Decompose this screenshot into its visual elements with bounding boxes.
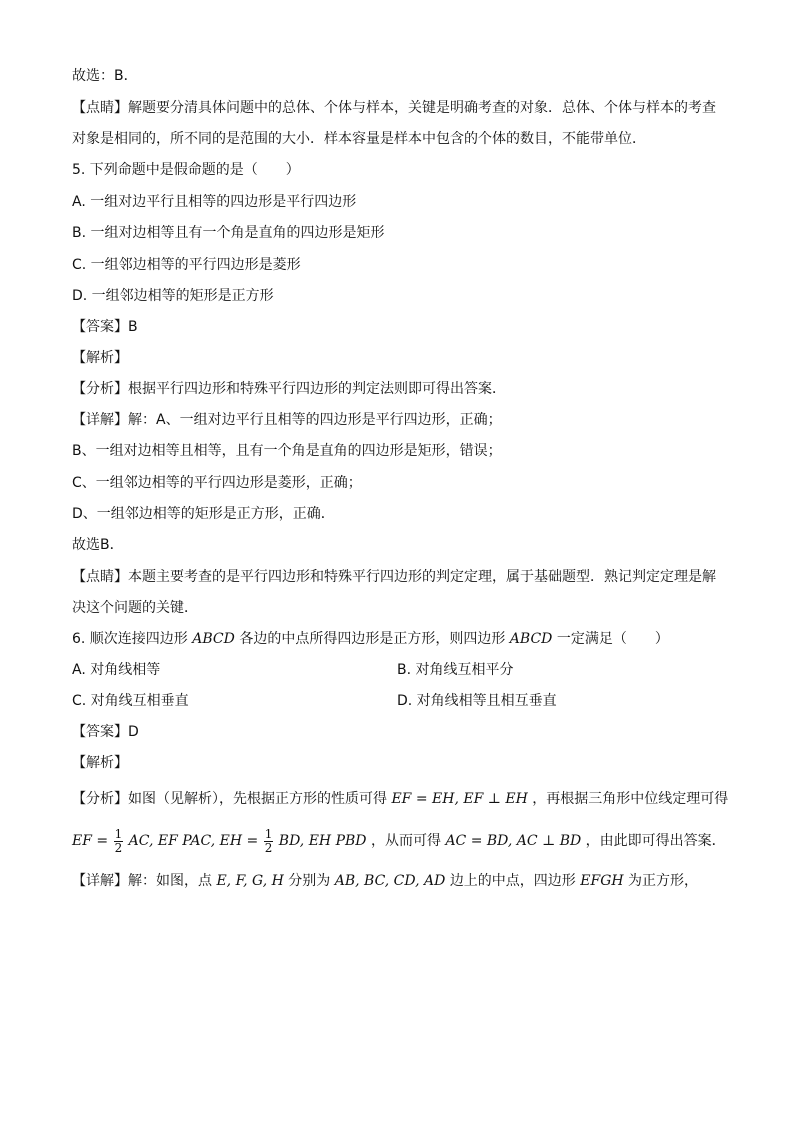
- question-6-detail: [72, 874, 698, 888]
- fraction-one-half-2: [264, 828, 274, 854]
- question-5-detail-b: B、一组对边相等且相等，且有一个角是直角的四边形是矩形，错误；: [72, 443, 502, 459]
- question-5-option-b: B. 一组对边相等且有一个角是直角的四边形是矩形: [72, 225, 385, 241]
- xj6-text-4: 为正方形，: [628, 873, 699, 889]
- fraction-denominator: 2: [264, 840, 273, 855]
- fx6-text-4: ，由此即可得出答案．: [585, 833, 726, 850]
- q6-text-3: 一定满足（ ）: [556, 631, 669, 647]
- question-5-option-d: D. 一组邻边相等的矩形是正方形: [72, 288, 274, 304]
- question-5-analysis-heading: 【解析】: [72, 350, 128, 366]
- question-5-conclusion: 故选B．: [72, 537, 124, 553]
- question-6-analysis-1: [72, 792, 728, 806]
- comment-line-2: 对象是相同的，所不同的是范围的大小．样本容量是样本中包含的个体的数目，不能带单位．: [72, 131, 646, 147]
- question-5-detail-a: 【详解】解：A、一组对边平行且相等的四边形是平行四边形，正确；: [72, 412, 502, 428]
- question-5-answer: 【答案】B: [72, 319, 138, 335]
- q6-text-2: 各边的中点所得四边形是正方形，则四边形: [239, 631, 506, 647]
- question-6-option-c: C. 对角线互相垂直: [72, 693, 189, 709]
- fx6-math-2: AC, EF PAC, EH =: [128, 833, 259, 850]
- xj6-text-1: 【详解】解：如图，点: [72, 873, 212, 889]
- fraction-numerator: 1: [114, 827, 123, 841]
- fraction-numerator: 1: [264, 827, 273, 841]
- fx6-text-2: ，再根据三角形中位线定理可得: [532, 791, 729, 807]
- question-6-analysis-2: [72, 828, 726, 854]
- question-5-option-a: A. 一组对边平行且相等的四边形是平行四边形: [72, 194, 357, 210]
- q6-abcd-1: ABCD: [192, 631, 235, 647]
- xj6-math-2: AB, BC, CD, AD: [334, 873, 446, 889]
- xj6-math-1: E, F, G, H: [216, 873, 284, 889]
- question-5-stem: 5. 下列命题中是假命题的是（ ）: [72, 162, 300, 178]
- comment-line-1: 【点睛】解题要分清具体问题中的总体、个体与样本，关键是明确考查的对象．总体、个体与样本的考查: [72, 100, 716, 116]
- fx6-text-1: 【分析】如图（见解析），先根据正方形的性质可得: [72, 791, 387, 807]
- q6-text-1: 6. 顺次连接四边形: [72, 631, 188, 647]
- xj6-text-3: 边上的中点，四边形: [449, 873, 576, 889]
- fx6-math-4: AC = BD, AC ⊥ BD: [445, 833, 582, 850]
- fraction-denominator: 2: [114, 840, 123, 855]
- question-5-comment-2: 决这个问题的关键．: [72, 600, 198, 616]
- question-5-option-c: C. 一组邻边相等的平行四边形是菱形: [72, 257, 301, 273]
- conclusion-line: 故选：B．: [72, 68, 138, 84]
- question-6-stem: [72, 632, 669, 646]
- question-5-analysis: 【分析】根据平行四边形和特殊平行四边形的判定法则即可得出答案．: [72, 381, 506, 397]
- q6-abcd-2: ABCD: [509, 631, 553, 647]
- fx6-math-ef: EF =: [72, 833, 109, 850]
- question-6-option-a: A. 对角线相等: [72, 662, 161, 678]
- fraction-one-half-1: [114, 828, 124, 854]
- question-5-comment-1: 【点睛】本题主要考查的是平行四边形和特殊平行四边形的判定定理，属于基础题型．熟记判定定理是解: [72, 569, 716, 585]
- fx6-math-3: BD, EH PBD: [278, 833, 367, 850]
- fx6-math-1: EF = EH, EF ⊥ EH: [391, 791, 528, 807]
- xj6-text-2: 分别为: [288, 873, 331, 889]
- question-5-detail-c: C、一组邻边相等的平行四边形是菱形，正确；: [72, 475, 362, 491]
- fx6-text-3: ，从而可得: [370, 833, 441, 850]
- question-6-analysis-heading: 【解析】: [72, 755, 128, 771]
- xj6-math-3: EFGH: [580, 873, 624, 889]
- question-6-answer: 【答案】D: [72, 724, 139, 740]
- question-6-option-b: B. 对角线互相平分: [397, 662, 514, 678]
- question-6-option-d: D. 对角线相等且相互垂直: [397, 693, 557, 709]
- question-5-detail-d: D、一组邻边相等的矩形是正方形，正确．: [72, 506, 335, 522]
